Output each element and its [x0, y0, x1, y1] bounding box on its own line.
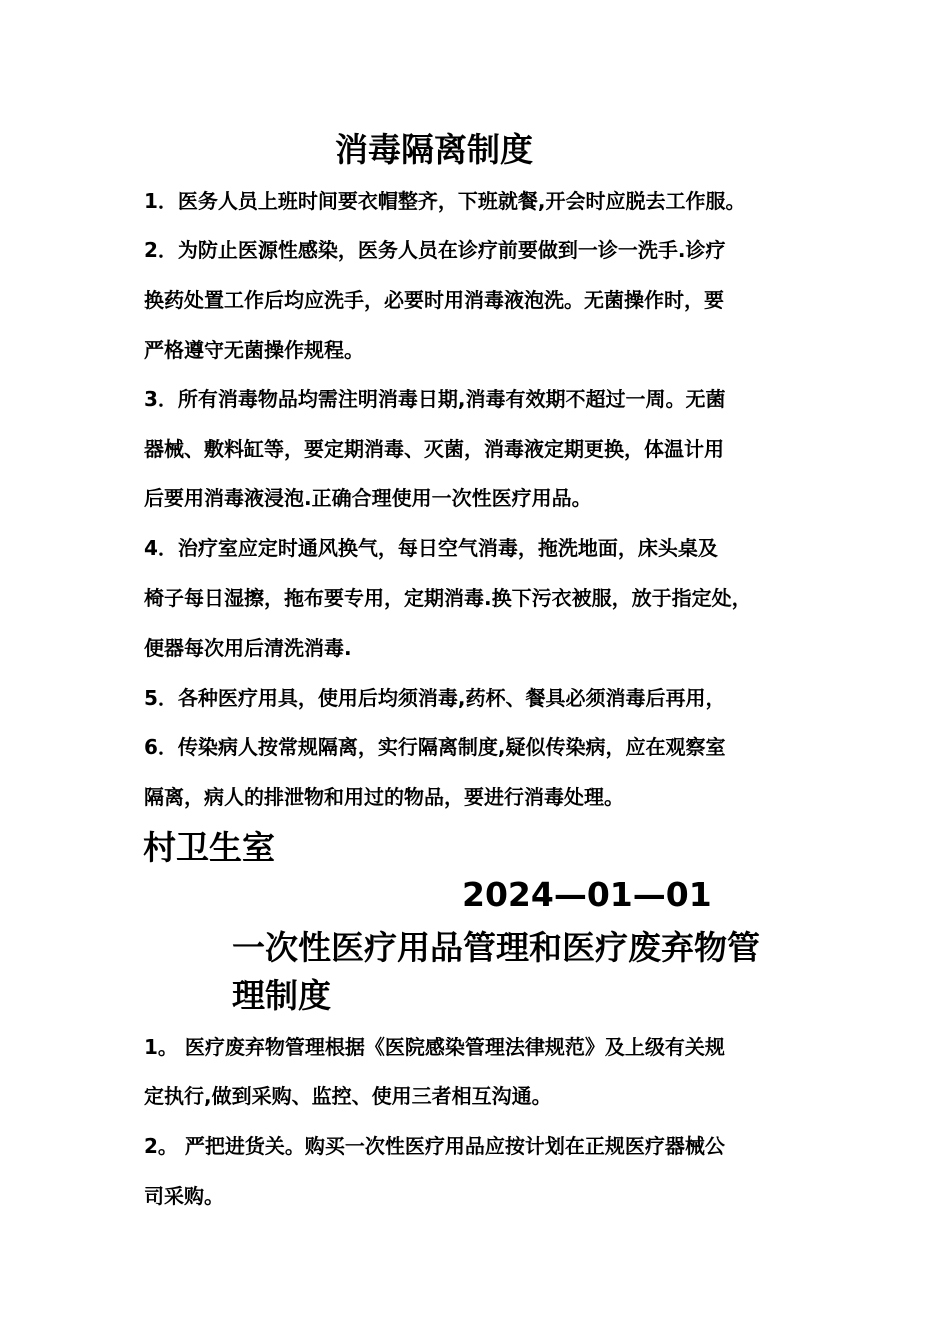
paragraph-line: 司采购。	[144, 1184, 224, 1208]
paragraph-line: 6．传染病人按常规隔离，实行隔离制度,疑似传染病，应在观察室	[144, 735, 726, 759]
paragraph-line: 5．各种医疗用具，使用后均须消毒,药杯、餐具必须消毒后再用，	[144, 686, 726, 710]
paragraph-line: 椅子每日湿擦，拖布要专用，定期消毒.换下污衣被服，放于指定处，	[144, 586, 752, 610]
paragraph-line: 4．治疗室应定时通风换气，每日空气消毒，拖洗地面，床头桌及	[144, 536, 718, 560]
paragraph-line: 器械、敷料缸等，要定期消毒、灭菌，消毒液定期更换，体温计用	[144, 437, 724, 461]
paragraph-line: 2．为防止医源性感染，医务人员在诊疗前要做到一诊一洗手.诊疗	[144, 238, 726, 262]
paragraph-line: 换药处置工作后均应洗手，必要时用消毒液泡洗。无菌操作时，要	[144, 288, 724, 312]
paragraph-line: 定执行,做到采购、监控、使用三者相互沟通。	[144, 1084, 552, 1108]
section-title-line-2: 理制度	[232, 976, 331, 1015]
paragraph-line: 1。 医疗废弃物管理根据《医院感染管理法律规范》及上级有关规	[144, 1035, 725, 1059]
paragraph-line: 1．医务人员上班时间要衣帽整齐，下班就餐,开会时应脱去工作服。	[144, 189, 746, 213]
signature-unit: 村卫生室	[143, 828, 275, 867]
paragraph-line: 严格遵守无菌操作规程。	[144, 338, 364, 362]
paragraph-line: 3．所有消毒物品均需注明消毒日期,消毒有效期不超过一周。无菌	[144, 387, 726, 411]
paragraph-line: 2。 严把进货关。购买一次性医疗用品应按计划在正规医疗器械公	[144, 1134, 725, 1158]
paragraph-line: 便器每次用后清洗消毒.	[144, 636, 352, 660]
paragraph-line: 后要用消毒液浸泡.正确合理使用一次性医疗用品。	[144, 486, 592, 510]
section-title-line-1: 一次性医疗用品管理和医疗废弃物管	[232, 928, 760, 967]
document-date: 2024—01—01	[462, 875, 712, 914]
paragraph-line: 隔离，病人的排泄物和用过的物品，要进行消毒处理。	[144, 785, 624, 809]
document-title: 消毒隔离制度	[335, 130, 533, 169]
